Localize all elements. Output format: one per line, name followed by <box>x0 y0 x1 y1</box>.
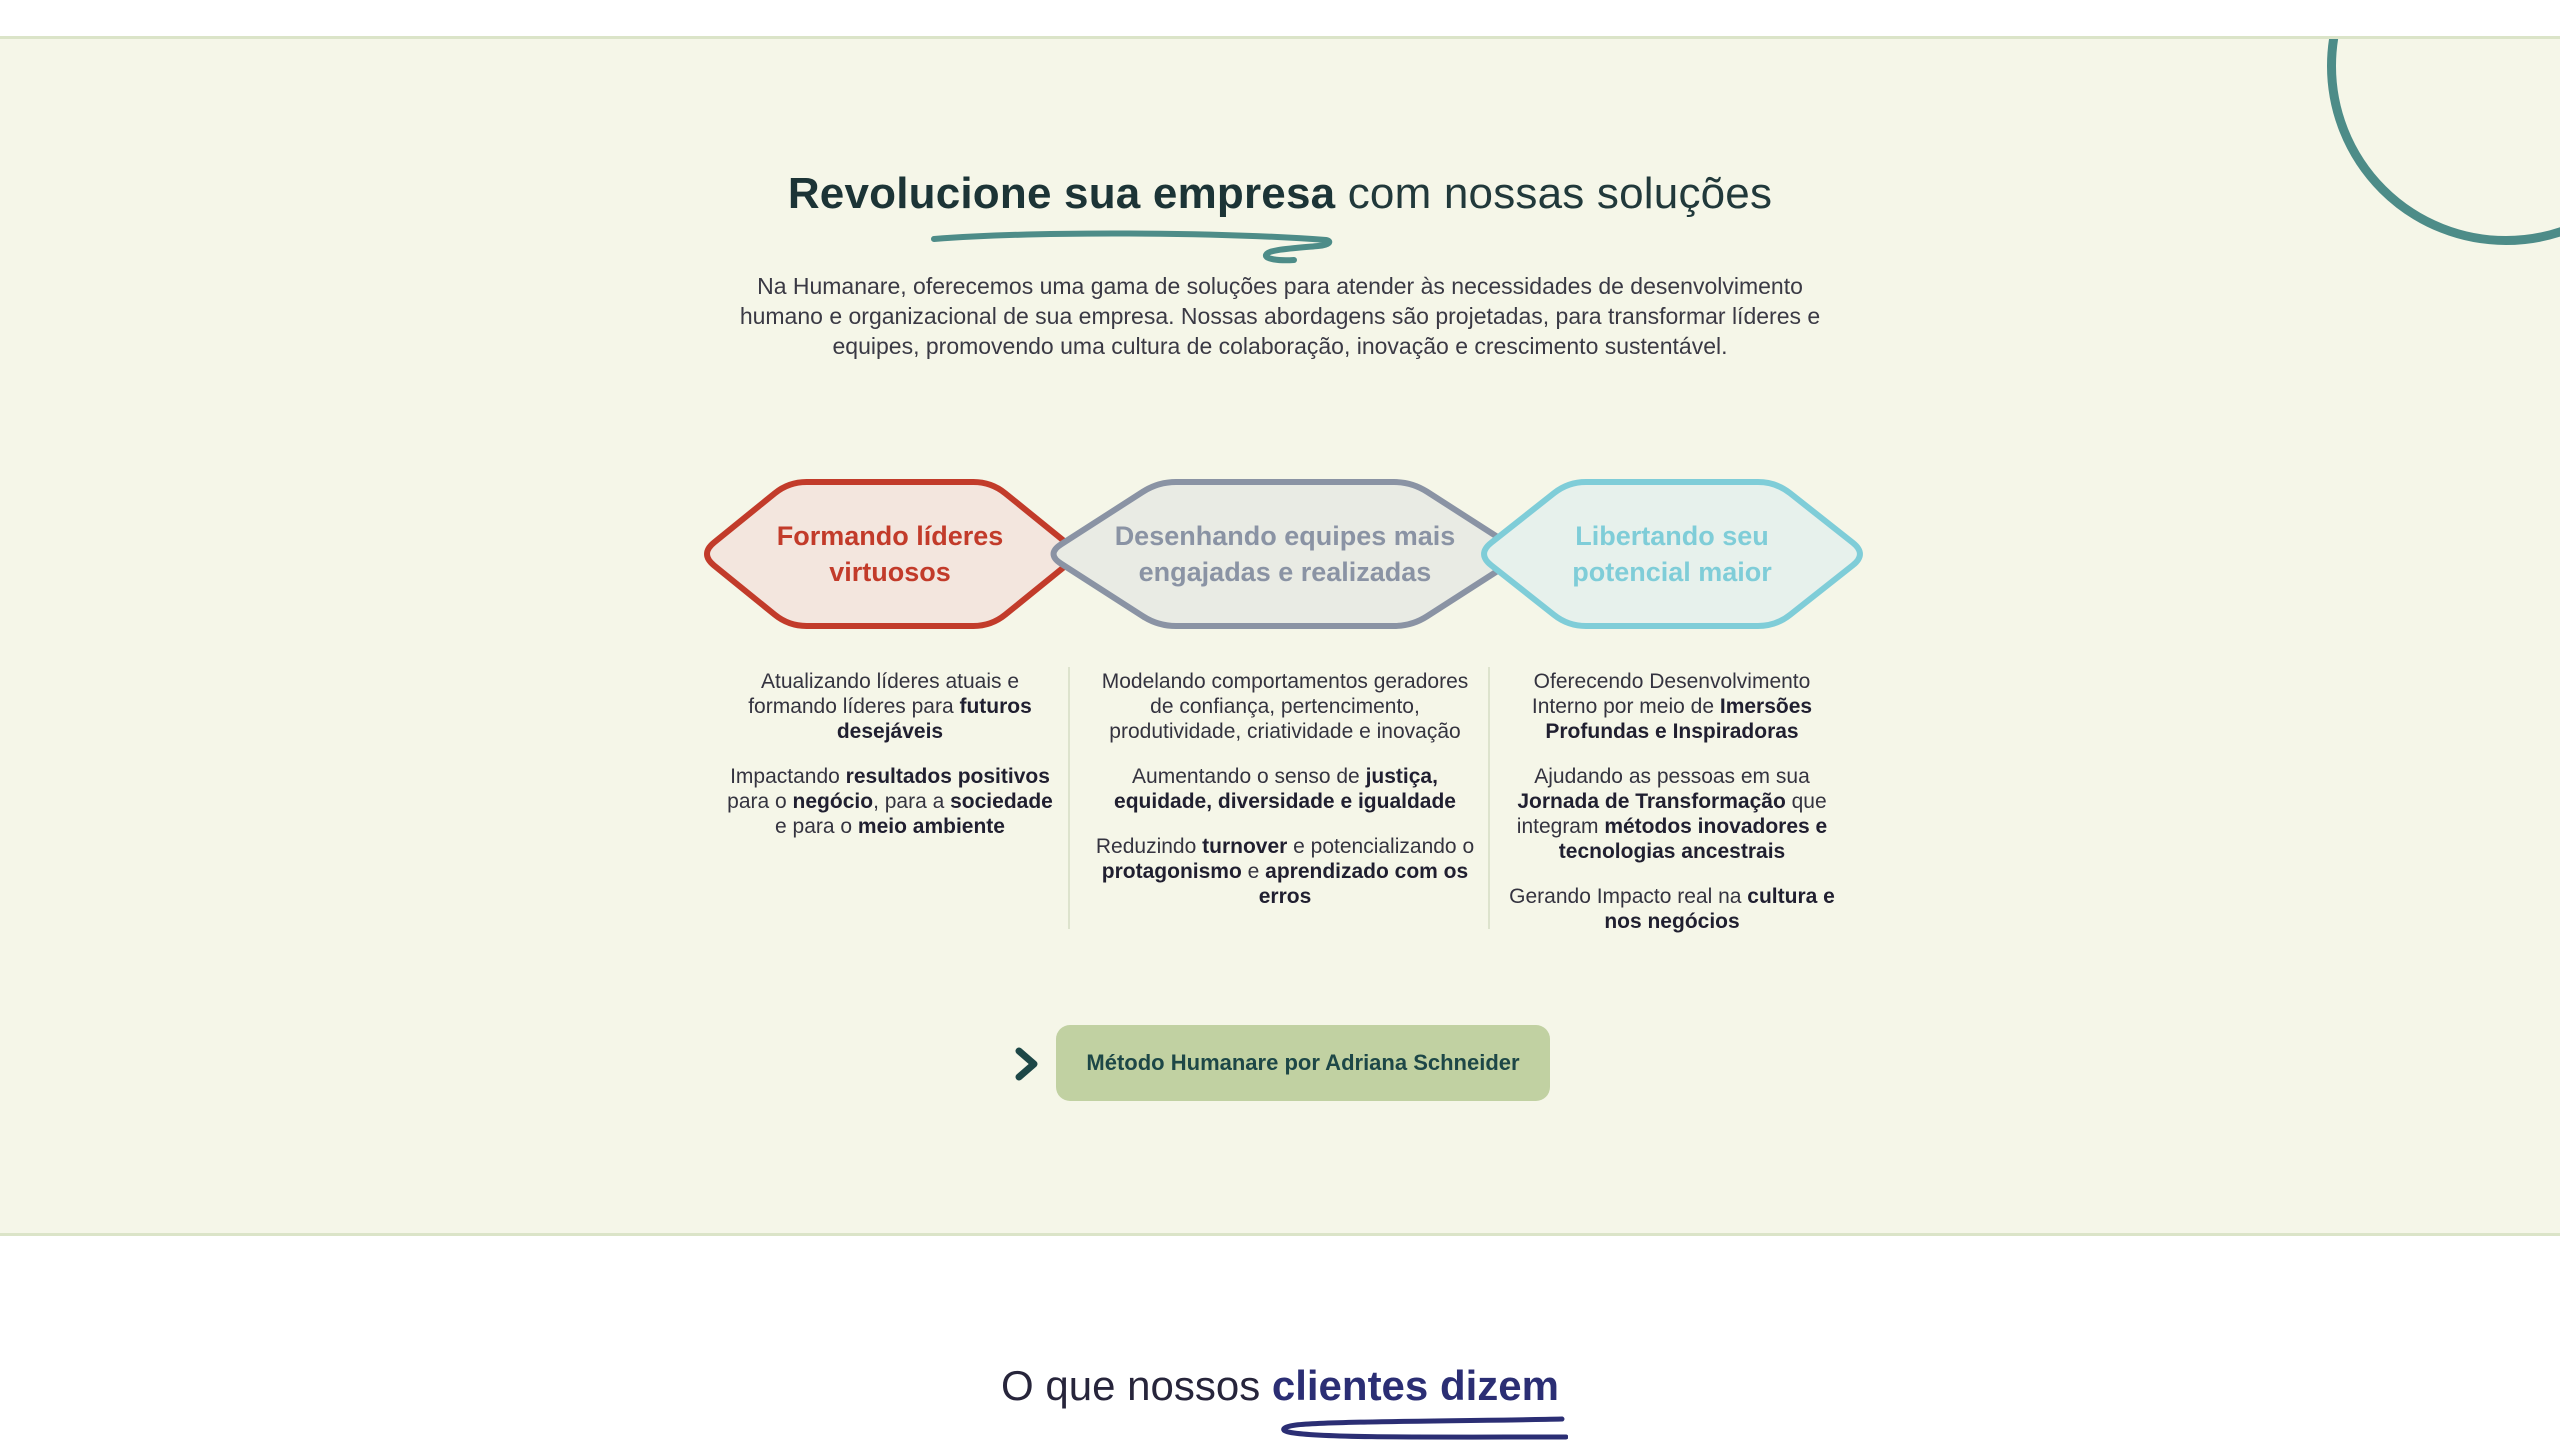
testimonials-title-regular: O que nossos <box>1001 1362 1272 1409</box>
column-paragraph: Impactando resultados positivos para o negócio, para a sociedade e para o meio ambiente <box>727 765 1053 838</box>
hexagon-label: Desenhando equipes mais engajadas e realizadas <box>1114 521 1456 587</box>
testimonials-title <box>0 1362 2560 1410</box>
column-paragraph: Modelando comportamentos geradores de confiança, pertencimento, produtividade, criatividade e inovação <box>1101 670 1469 743</box>
column-lideres <box>722 669 1058 859</box>
testimonials-underline-squiggle <box>1268 1414 1568 1440</box>
testimonials-title-bold: clientes dizem <box>1271 1362 1559 1409</box>
column-paragraph: Oferecendo Desenvolvimento Interno por meio de Imersões Profundas e Inspiradoras <box>1531 670 1813 743</box>
column-equipes <box>1088 669 1482 929</box>
hexagon-desenhando-equipes <box>1041 477 1529 631</box>
title-underline-squiggle <box>928 227 1340 275</box>
column-paragraph: Reduzindo turnover e potencializando o protagonismo e aprendizado com os erros <box>1095 835 1475 908</box>
column-paragraph: Atualizando líderes atuais e formando líderes para futuros desejáveis <box>748 670 1032 743</box>
hexagon-label: Formando líderes virtuosos <box>776 521 1004 587</box>
metodo-humanare-button[interactable]: Método Humanare por Adriana Schneider <box>1056 1025 1550 1101</box>
hexagon-label: Libertando seu potencial maior <box>1572 521 1772 587</box>
column-divider <box>1068 667 1070 929</box>
solutions-section <box>0 36 2560 1236</box>
column-potencial <box>1500 669 1844 954</box>
hexagon-formando-lideres <box>695 477 1085 631</box>
section-title <box>0 169 2560 219</box>
section-title-regular: com nossas soluções <box>1335 169 1773 218</box>
column-paragraph: Ajudando as pessoas em sua Jornada de Transformação que integram métodos inovadores e tecnologias ancestrais <box>1516 765 1828 863</box>
hexagon-libertando-potencial <box>1472 477 1872 631</box>
section-description: Na Humanare, oferecemos uma gama de soluções para atender às necessidades de desenvolvimento humano e organizacional de sua empresa. Nossas abordagens são projetadas, para transformar líderes e equipes, promovendo uma cultura de colaboração, inovação e crescimento sustentável. <box>739 273 1821 359</box>
column-paragraph: Gerando Impacto real na cultura e nos negócios <box>1509 885 1835 933</box>
column-paragraph: Aumentando o senso de justiça, equidade, diversidade e igualdade <box>1114 765 1456 813</box>
column-divider <box>1488 667 1490 929</box>
testimonials-section <box>0 1236 2560 1440</box>
section-title-bold: Revolucione sua empresa <box>787 169 1336 218</box>
chevron-right-icon <box>1012 1045 1042 1085</box>
